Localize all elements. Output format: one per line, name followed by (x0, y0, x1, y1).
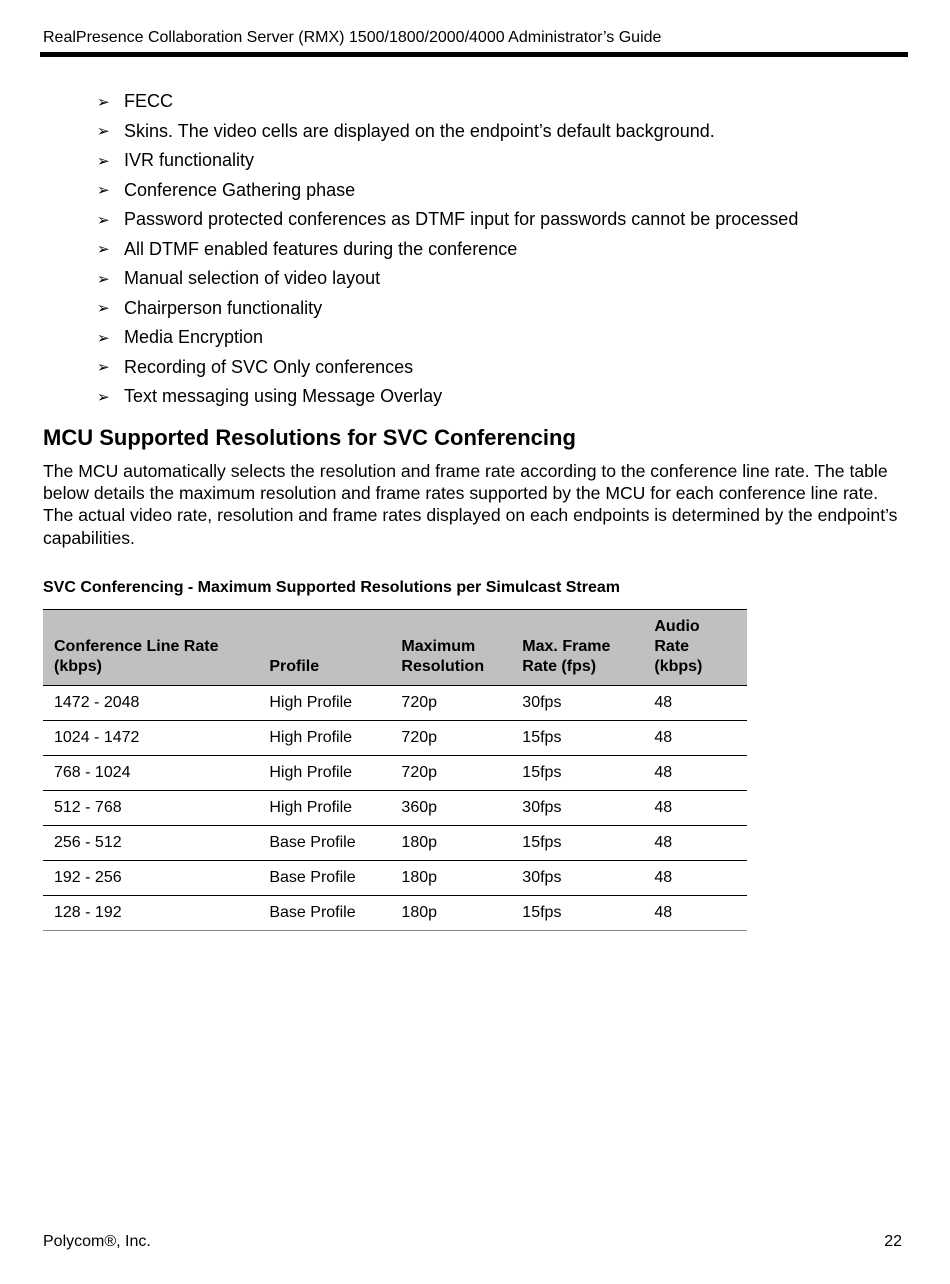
table-row (43, 686, 747, 721)
cell-resolution: 180p (390, 896, 511, 931)
cell-profile: High Profile (258, 756, 390, 791)
cell-line-rate: 768 - 1024 (43, 756, 258, 791)
cell-resolution: 360p (390, 791, 511, 826)
cell-audio-rate: 48 (643, 686, 747, 721)
arrow-bullet-icon: ➢ (97, 210, 110, 229)
arrow-bullet-icon: ➢ (97, 240, 110, 259)
header-divider (40, 52, 908, 57)
running-header-title: RealPresence Collaboration Server (RMX) 1500/1800/2000/4000 Administrator’s Guide (43, 29, 662, 46)
list-item (97, 205, 798, 235)
list-item-text: Text messaging using Message Overlay (124, 386, 443, 407)
list-item-text: Chairperson functionality (124, 297, 323, 318)
section-heading: MCU Supported Resolutions for SVC Conferencing (43, 425, 576, 450)
table-row (43, 896, 747, 931)
cell-resolution: 720p (390, 756, 511, 791)
arrow-bullet-icon: ➢ (97, 92, 110, 111)
arrow-bullet-icon: ➢ (97, 269, 110, 288)
list-item (97, 146, 798, 176)
list-item-text: All DTMF enabled features during the conference (124, 238, 518, 259)
list-item (97, 323, 798, 353)
cell-frame-rate: 15fps (511, 896, 643, 931)
arrow-bullet-icon: ➢ (97, 328, 110, 347)
header-max-frame-rate: Max. Frame Rate (fps) (511, 610, 643, 686)
table-caption: SVC Conferencing - Maximum Supported Resolutions per Simulcast Stream (43, 579, 620, 596)
table-header-row (43, 610, 747, 686)
list-item-text: Media Encryption (124, 327, 264, 348)
cell-audio-rate: 48 (643, 826, 747, 861)
cell-frame-rate: 30fps (511, 791, 643, 826)
cell-profile: High Profile (258, 791, 390, 826)
cell-line-rate: 256 - 512 (43, 826, 258, 861)
table-row (43, 721, 747, 756)
cell-line-rate: 1024 - 1472 (43, 721, 258, 756)
list-item (97, 264, 798, 294)
cell-frame-rate: 15fps (511, 826, 643, 861)
list-item-text: FECC (124, 91, 173, 112)
list-item (97, 235, 798, 265)
cell-resolution: 180p (390, 826, 511, 861)
list-item-text: Skins. The video cells are displayed on the endpoint’s default background. (124, 120, 715, 141)
list-item (97, 382, 798, 412)
list-item-text: Manual selection of video layout (124, 268, 381, 289)
cell-audio-rate: 48 (643, 721, 747, 756)
list-item (97, 117, 798, 147)
arrow-bullet-icon: ➢ (97, 122, 110, 141)
cell-audio-rate: 48 (643, 756, 747, 791)
cell-frame-rate: 30fps (511, 686, 643, 721)
list-item (97, 87, 798, 117)
cell-profile: Base Profile (258, 826, 390, 861)
cell-profile: Base Profile (258, 896, 390, 931)
arrow-bullet-icon: ➢ (97, 387, 110, 406)
list-item-text: Password protected conferences as DTMF input for passwords cannot be processed (124, 209, 799, 230)
footer-company: Polycom®, Inc. (43, 1233, 151, 1250)
cell-line-rate: 512 - 768 (43, 791, 258, 826)
arrow-bullet-icon: ➢ (97, 151, 110, 170)
cell-line-rate: 192 - 256 (43, 861, 258, 896)
table-row (43, 756, 747, 791)
cell-frame-rate: 15fps (511, 756, 643, 791)
list-item-text: IVR functionality (124, 150, 255, 171)
table-row (43, 861, 747, 896)
arrow-bullet-icon: ➢ (97, 299, 110, 318)
cell-profile: High Profile (258, 686, 390, 721)
footer-page-number: 22 (884, 1233, 902, 1250)
section-paragraph: The MCU automatically selects the resolution and frame rate according to the conference line rate. The table below details the maximum resolution and frame rates supported by the MCU for each conference line rate. The actual video rate, resolution and frame rates displayed on each endpoints is determined by the endpoint’s capabilities. (43, 461, 898, 548)
arrow-bullet-icon: ➢ (97, 181, 110, 200)
header-profile: Profile (258, 610, 390, 686)
cell-line-rate: 128 - 192 (43, 896, 258, 931)
cell-audio-rate: 48 (643, 861, 747, 896)
cell-line-rate: 1472 - 2048 (43, 686, 258, 721)
cell-resolution: 720p (390, 686, 511, 721)
feature-bullet-list (97, 87, 798, 412)
list-item-text: Conference Gathering phase (124, 179, 356, 200)
cell-audio-rate: 48 (643, 896, 747, 931)
table-row (43, 826, 747, 861)
header-line-rate: Conference Line Rate (kbps) (43, 610, 258, 686)
cell-profile: Base Profile (258, 861, 390, 896)
list-item (97, 176, 798, 206)
cell-frame-rate: 30fps (511, 861, 643, 896)
list-item (97, 353, 798, 383)
table-row (43, 791, 747, 826)
cell-profile: High Profile (258, 721, 390, 756)
cell-resolution: 720p (390, 721, 511, 756)
list-item-text: Recording of SVC Only conferences (124, 356, 414, 377)
list-item (97, 294, 798, 324)
cell-resolution: 180p (390, 861, 511, 896)
header-max-resolution: Maximum Resolution (390, 610, 511, 686)
cell-audio-rate: 48 (643, 791, 747, 826)
arrow-bullet-icon: ➢ (97, 358, 110, 377)
resolutions-table (43, 609, 747, 931)
cell-frame-rate: 15fps (511, 721, 643, 756)
header-audio-rate: Audio Rate (kbps) (643, 610, 747, 686)
